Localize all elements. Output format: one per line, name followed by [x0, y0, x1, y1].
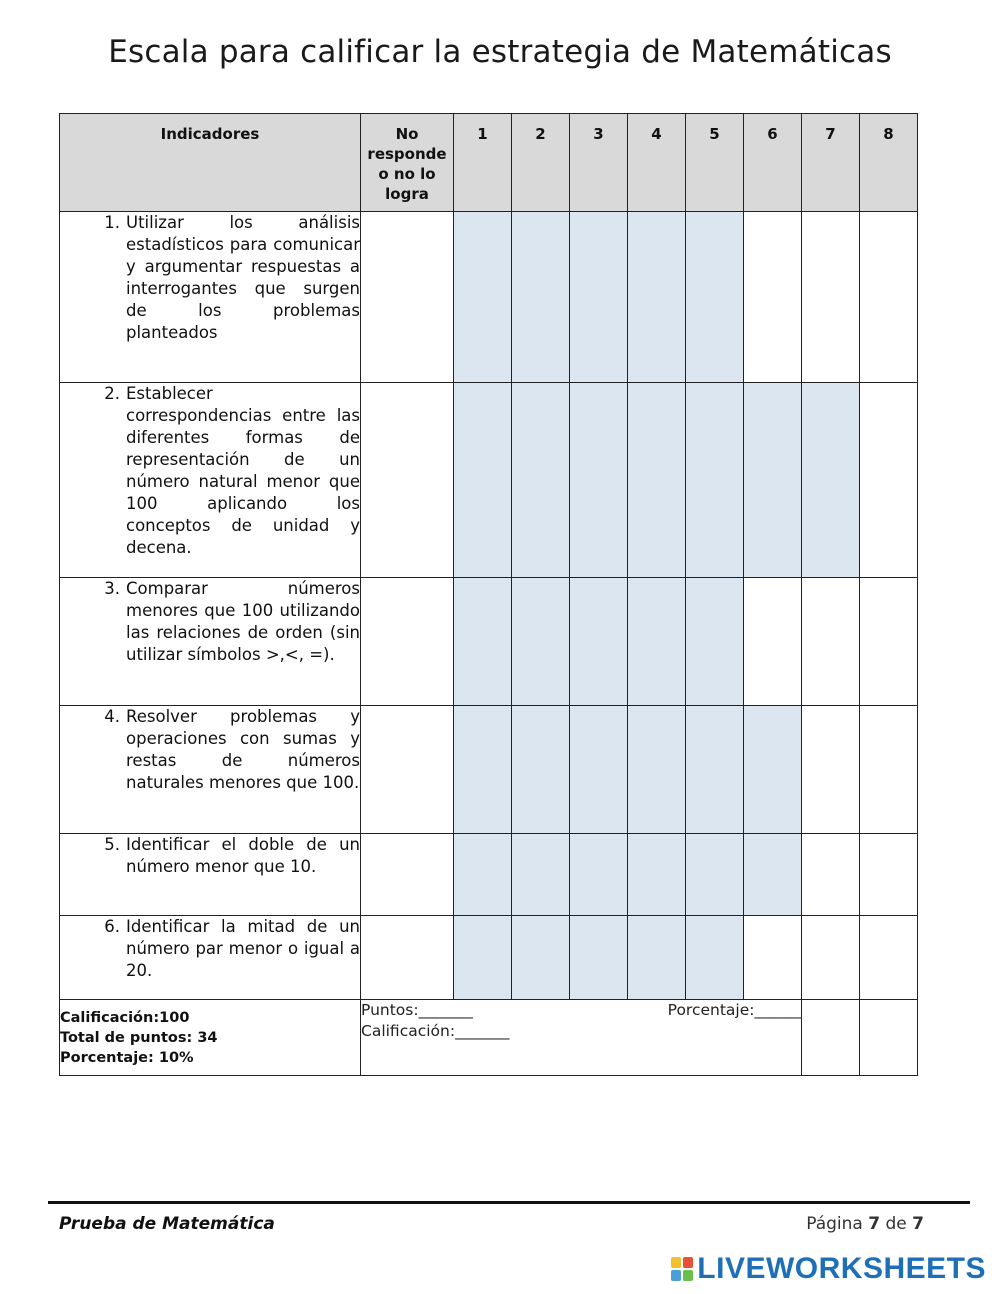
footer-divider [48, 1201, 970, 1204]
indicator-text: Identificar la mitad de un número par menor o igual a 20. [126, 917, 360, 980]
liveworksheets-logo [671, 1252, 986, 1286]
header-score-5: 5 [686, 114, 744, 212]
header-score-1: 1 [454, 114, 512, 212]
score-cell-8[interactable] [860, 916, 918, 1000]
header-score-4: 4 [628, 114, 686, 212]
score-cell-1[interactable] [454, 834, 512, 916]
score-fields-cell [361, 1000, 802, 1076]
indicator-cell [60, 706, 361, 834]
summary-empty-cell [802, 1000, 860, 1076]
score-cell-5[interactable] [686, 212, 744, 383]
puntos-field[interactable]: Puntos:_______ [361, 1001, 473, 1019]
indicator-cell [60, 212, 361, 383]
score-cell-7[interactable] [802, 383, 860, 578]
score-cell-4[interactable] [628, 706, 686, 834]
score-cell-4[interactable] [628, 578, 686, 706]
score-cell-7[interactable] [802, 212, 860, 383]
summary-calificacion: Calificación:100 [60, 1009, 190, 1026]
score-cell-2[interactable] [512, 578, 570, 706]
header-score-3: 3 [570, 114, 628, 212]
header-indicadores: Indicadores [60, 114, 361, 212]
score-cell-6[interactable] [744, 578, 802, 706]
score-cell-3[interactable] [570, 916, 628, 1000]
summary-porcentaje: Porcentaje: 10% [60, 1049, 194, 1066]
score-cell-1[interactable] [454, 706, 512, 834]
logo-square [671, 1270, 681, 1281]
indicator-cell [60, 383, 361, 578]
indicator-number: 2. [104, 384, 120, 403]
page-current: 7 [868, 1214, 881, 1234]
header-score-6: 6 [744, 114, 802, 212]
header-score-7: 7 [802, 114, 860, 212]
score-cell-3[interactable] [570, 578, 628, 706]
rating-scale-table [59, 113, 918, 1076]
no-responde-cell[interactable] [361, 834, 454, 916]
table-row [60, 706, 918, 834]
page-number [806, 1214, 924, 1234]
porcentaje-field[interactable]: Porcentaje:______ [667, 1001, 801, 1019]
indicator-text: Comparar números menores que 100 utilizando las relaciones de orden (sin utilizar símbolos >,<, =). [126, 579, 360, 664]
summary-cell [60, 1000, 361, 1076]
logo-square [683, 1257, 693, 1268]
liveworksheets-icon [671, 1257, 693, 1281]
score-cell-1[interactable] [454, 578, 512, 706]
score-cell-8[interactable] [860, 383, 918, 578]
score-cell-2[interactable] [512, 916, 570, 1000]
score-cell-6[interactable] [744, 916, 802, 1000]
table-row [60, 383, 918, 578]
page-sep: de [885, 1214, 907, 1234]
calificacion-field[interactable]: Calificación:_______ [361, 1022, 510, 1040]
score-cell-7[interactable] [802, 834, 860, 916]
table-row [60, 834, 918, 916]
score-cell-1[interactable] [454, 916, 512, 1000]
indicator-text: Utilizar los análisis estadísticos para comunicar y argumentar respuestas a interrogantes que surgen de los problemas planteados [126, 213, 360, 342]
indicator-cell [60, 578, 361, 706]
indicator-number: 4. [104, 707, 120, 726]
header-no-responde: No responde o no lo logra [361, 114, 454, 212]
indicator-text: Establecer correspondencias entre las diferentes formas de representación de un número natural menor que 100 aplicando los conceptos de unidad y decena. [126, 384, 360, 557]
indicator-text: Identificar el doble de un número menor que 10. [126, 835, 360, 876]
summary-total-puntos: Total de puntos: 34 [60, 1029, 218, 1046]
score-cell-8[interactable] [860, 706, 918, 834]
score-cell-6[interactable] [744, 383, 802, 578]
score-cell-4[interactable] [628, 834, 686, 916]
page-title: Escala para calificar la estrategia de Matemáticas [108, 34, 892, 70]
score-cell-1[interactable] [454, 383, 512, 578]
indicator-number: 1. [104, 213, 120, 232]
score-cell-3[interactable] [570, 834, 628, 916]
no-responde-cell[interactable] [361, 916, 454, 1000]
header-row [60, 114, 918, 212]
score-cell-7[interactable] [802, 916, 860, 1000]
page-prefix: Página [806, 1214, 863, 1234]
indicator-cell [60, 916, 361, 1000]
page-total: 7 [912, 1214, 924, 1234]
score-cell-3[interactable] [570, 383, 628, 578]
score-cell-7[interactable] [802, 706, 860, 834]
score-cell-2[interactable] [512, 706, 570, 834]
summary-row [60, 1000, 918, 1076]
indicator-text: Resolver problemas y operaciones con sumas y restas de números naturales menores que 100. [126, 707, 360, 792]
score-cell-3[interactable] [570, 212, 628, 383]
score-cell-8[interactable] [860, 578, 918, 706]
score-cell-8[interactable] [860, 834, 918, 916]
score-cell-2[interactable] [512, 834, 570, 916]
table-row [60, 578, 918, 706]
no-responde-cell[interactable] [361, 212, 454, 383]
score-cell-5[interactable] [686, 916, 744, 1000]
score-cell-5[interactable] [686, 706, 744, 834]
header-score-2: 2 [512, 114, 570, 212]
score-cell-4[interactable] [628, 212, 686, 383]
no-responde-cell[interactable] [361, 578, 454, 706]
indicator-number: 6. [104, 917, 120, 936]
logo-square [671, 1257, 681, 1268]
score-cell-6[interactable] [744, 212, 802, 383]
logo-square [683, 1270, 693, 1281]
score-cell-6[interactable] [744, 834, 802, 916]
score-cell-3[interactable] [570, 706, 628, 834]
score-cell-5[interactable] [686, 834, 744, 916]
footer-test-name: Prueba de Matemática [59, 1214, 275, 1234]
no-responde-cell[interactable] [361, 383, 454, 578]
table-row [60, 916, 918, 1000]
score-cell-5[interactable] [686, 578, 744, 706]
score-cell-6[interactable] [744, 706, 802, 834]
indicator-number: 5. [104, 835, 120, 854]
summary-empty-cell [860, 1000, 918, 1076]
no-responde-cell[interactable] [361, 706, 454, 834]
table-row [60, 212, 918, 383]
header-score-8: 8 [860, 114, 918, 212]
score-cell-2[interactable] [512, 212, 570, 383]
score-cell-7[interactable] [802, 578, 860, 706]
score-cell-4[interactable] [628, 916, 686, 1000]
brand-name: LIVEWORKSHEETS [697, 1252, 986, 1285]
score-cell-5[interactable] [686, 383, 744, 578]
indicator-number: 3. [104, 579, 120, 598]
score-cell-2[interactable] [512, 383, 570, 578]
score-cell-1[interactable] [454, 212, 512, 383]
indicator-cell [60, 834, 361, 916]
score-cell-4[interactable] [628, 383, 686, 578]
score-cell-8[interactable] [860, 212, 918, 383]
